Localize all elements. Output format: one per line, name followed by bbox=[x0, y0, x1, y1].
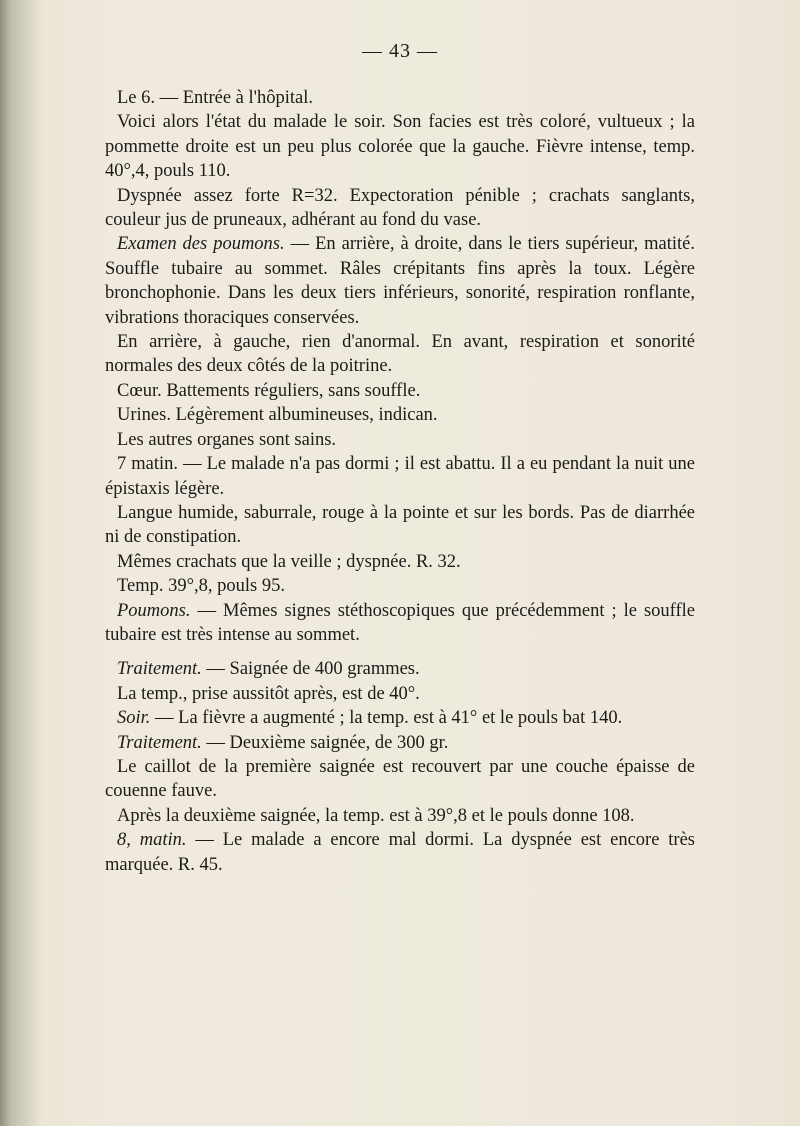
text-body bbox=[105, 86, 695, 877]
paragraph-heading: Soir. bbox=[117, 708, 151, 729]
paragraph bbox=[105, 403, 695, 427]
paragraph bbox=[105, 330, 695, 379]
paragraph bbox=[105, 657, 695, 681]
paragraph-text: Après la deuxième saignée, la temp. est à 39°,8 et le pouls donne 108. bbox=[117, 805, 635, 826]
paragraph-text: La temp., prise aussitôt après, est de 40°. bbox=[117, 683, 420, 704]
paragraph-text: Mêmes crachats que la veille ; dyspnée. R. 32. bbox=[117, 551, 461, 572]
paragraph bbox=[105, 599, 695, 648]
paragraph-text: — Mêmes signes stéthoscopiques que précédemment ; le souffle tubaire est très intense au sommet. bbox=[105, 600, 695, 645]
paragraph-heading: Examen des poumons. bbox=[117, 234, 285, 255]
paragraph-text: En arrière, à gauche, rien d'anormal. En avant, respiration et sonorité normales des deux côtés de la poitrine. bbox=[105, 332, 695, 377]
paragraph-heading: 8, matin. bbox=[117, 830, 187, 851]
paragraph bbox=[105, 755, 695, 804]
paragraph bbox=[105, 110, 695, 183]
paragraph bbox=[105, 706, 695, 730]
paragraph bbox=[105, 574, 695, 598]
paragraph-text: Urines. Légèrement albumineuses, indican. bbox=[117, 405, 438, 426]
paragraph-text: — En arrière, à droite, dans le tiers supérieur, matité. Souffle tubaire au sommet. Râles crépitants fins après la toux. Légère bronchophonie. Dans les deux tiers inférieurs, sonorité, respiration ronflante, vibrations thoraciques conservées. bbox=[105, 234, 695, 328]
paragraph bbox=[105, 379, 695, 403]
page-number: — 43 — bbox=[362, 40, 438, 62]
paragraph bbox=[105, 828, 695, 877]
paragraph bbox=[105, 550, 695, 574]
paragraph bbox=[105, 501, 695, 550]
paragraph-text: — Deuxième saignée, de 300 gr. bbox=[201, 732, 449, 753]
paragraph-text: 7 matin. — Le malade n'a pas dormi ; il est abattu. Il a eu pendant la nuit une épistaxis légère. bbox=[105, 454, 695, 499]
paragraph-text: Temp. 39°,8, pouls 95. bbox=[117, 576, 285, 597]
paragraph-text: — Le malade a encore mal dormi. La dyspnée est encore très marquée. R. 45. bbox=[105, 830, 695, 875]
paragraph-text: Langue humide, saburrale, rouge à la pointe et sur les bords. Pas de diarrhée ni de constipation. bbox=[105, 502, 695, 548]
paragraph bbox=[105, 804, 695, 828]
paragraph bbox=[105, 232, 695, 330]
paragraph bbox=[105, 428, 695, 452]
paragraph bbox=[105, 452, 695, 501]
paragraph bbox=[105, 682, 695, 706]
paragraph-text: Cœur. Battements réguliers, sans souffle. bbox=[117, 380, 421, 401]
paragraph-text: Voici alors l'état du malade le soir. Son facies est très coloré, vultueux ; la pommette droite est un peu plus colorée que la gauche. Fièvre intense, temp. 40°,4, pouls 110. bbox=[105, 112, 695, 182]
page-binding-shadow bbox=[0, 0, 40, 1126]
paragraph bbox=[105, 184, 695, 233]
paragraph-text: — Saignée de 400 grammes. bbox=[201, 659, 420, 680]
paragraph-heading: Traitement. bbox=[117, 732, 202, 753]
paragraph-text: Le caillot de la première saignée est recouvert par une couche épaisse de couenne fauve. bbox=[105, 756, 695, 802]
paragraph-text: Dyspnée assez forte R=32. Expectoration pénible ; crachats sanglants, couleur jus de pruneaux, adhérant au fond du vase. bbox=[105, 185, 695, 231]
paragraph-heading: Poumons. bbox=[117, 600, 191, 621]
paragraph-text: — La fièvre a augmenté ; la temp. est à 41° et le pouls bat 140. bbox=[150, 708, 623, 729]
paragraph-heading: Traitement. bbox=[117, 659, 202, 680]
paragraph-text: Le 6. — Entrée à l'hôpital. bbox=[117, 88, 313, 108]
paragraph-text: Les autres organes sont sains. bbox=[117, 429, 337, 450]
paragraph bbox=[105, 86, 695, 110]
paragraph bbox=[105, 731, 695, 755]
